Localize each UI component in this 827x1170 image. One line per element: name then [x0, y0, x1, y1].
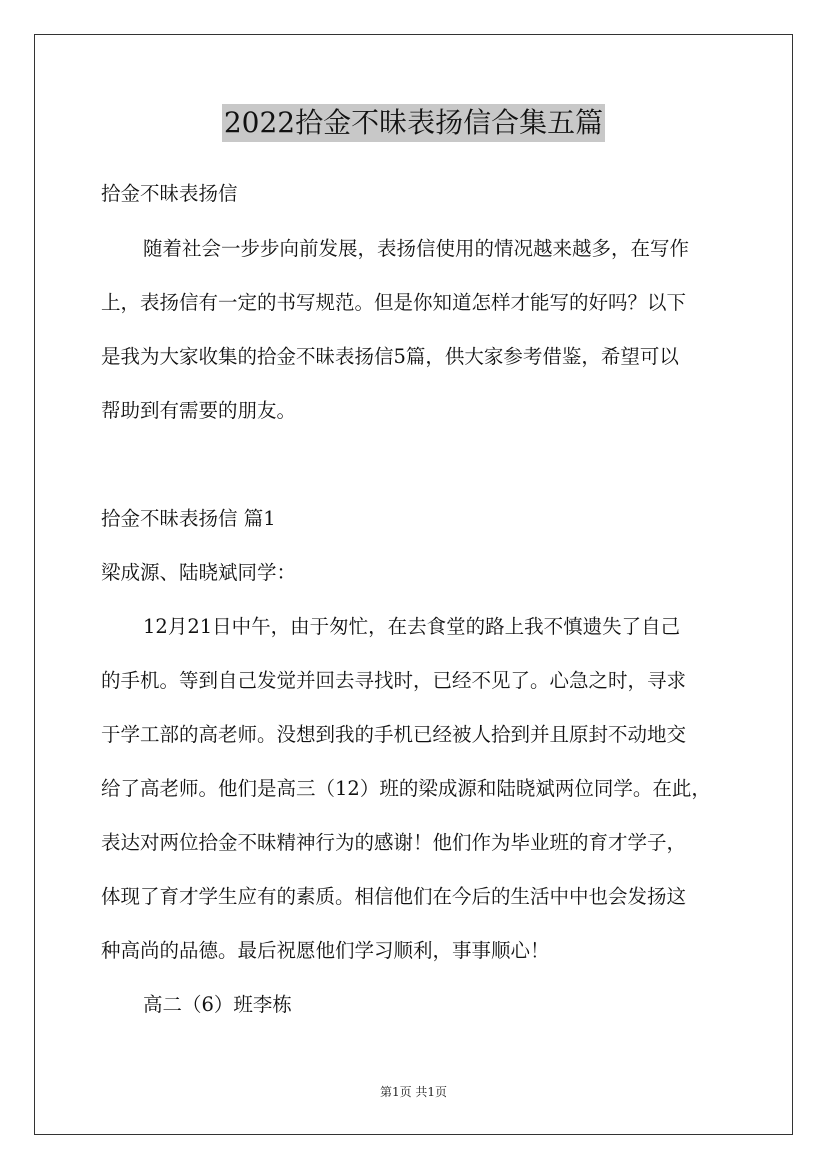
intro-heading: 拾金不昧表扬信: [101, 182, 238, 205]
body-line-1: 12月21日中午，由于匆忙，在去食堂的路上我不慎遗失了自己: [143, 615, 681, 638]
body-line-4: 给了高老师。他们是高三（12）班的梁成源和陆晓斌两位同学。在此，: [101, 777, 711, 800]
signature: 高二（6）班李栋: [143, 993, 292, 1016]
salutation: 梁成源、陆晓斌同学：: [101, 561, 297, 584]
intro-line-3: 是我为大家收集的拾金不昧表扬信5篇，供大家参考借鉴，希望可以: [101, 345, 679, 368]
document-title: 2022拾金不昧表扬信合集五篇: [222, 104, 605, 142]
title-container: [0, 104, 827, 142]
body-line-7: 种高尚的品德。最后祝愿他们学习顺利，事事顺心！: [101, 939, 550, 962]
body-line-2: 的手机。等到自己发觉并回去寻找时，已经不见了。心急之时，寻求: [101, 669, 687, 692]
intro-line-4: 帮助到有需要的朋友。: [101, 399, 297, 422]
page-footer: 第1页 共1页: [379, 1085, 448, 1099]
intro-line-1: 随着社会一步步向前发展，表扬信使用的情况越来越多，在写作: [143, 237, 690, 260]
intro-line-2: 上，表扬信有一定的书写规范。但是你知道怎样才能写的好吗？以下: [101, 291, 687, 314]
body-line-3: 于学工部的高老师。没想到我的手机已经被人拾到并且原封不动地交: [101, 723, 687, 746]
body-line-5: 表达对两位拾金不昧精神行为的感谢！他们作为毕业班的育才学子，: [101, 831, 687, 854]
section-heading: 拾金不昧表扬信 篇1: [101, 507, 276, 530]
body-line-6: 体现了育才学生应有的素质。相信他们在今后的生活中中也会发扬这: [101, 885, 687, 908]
